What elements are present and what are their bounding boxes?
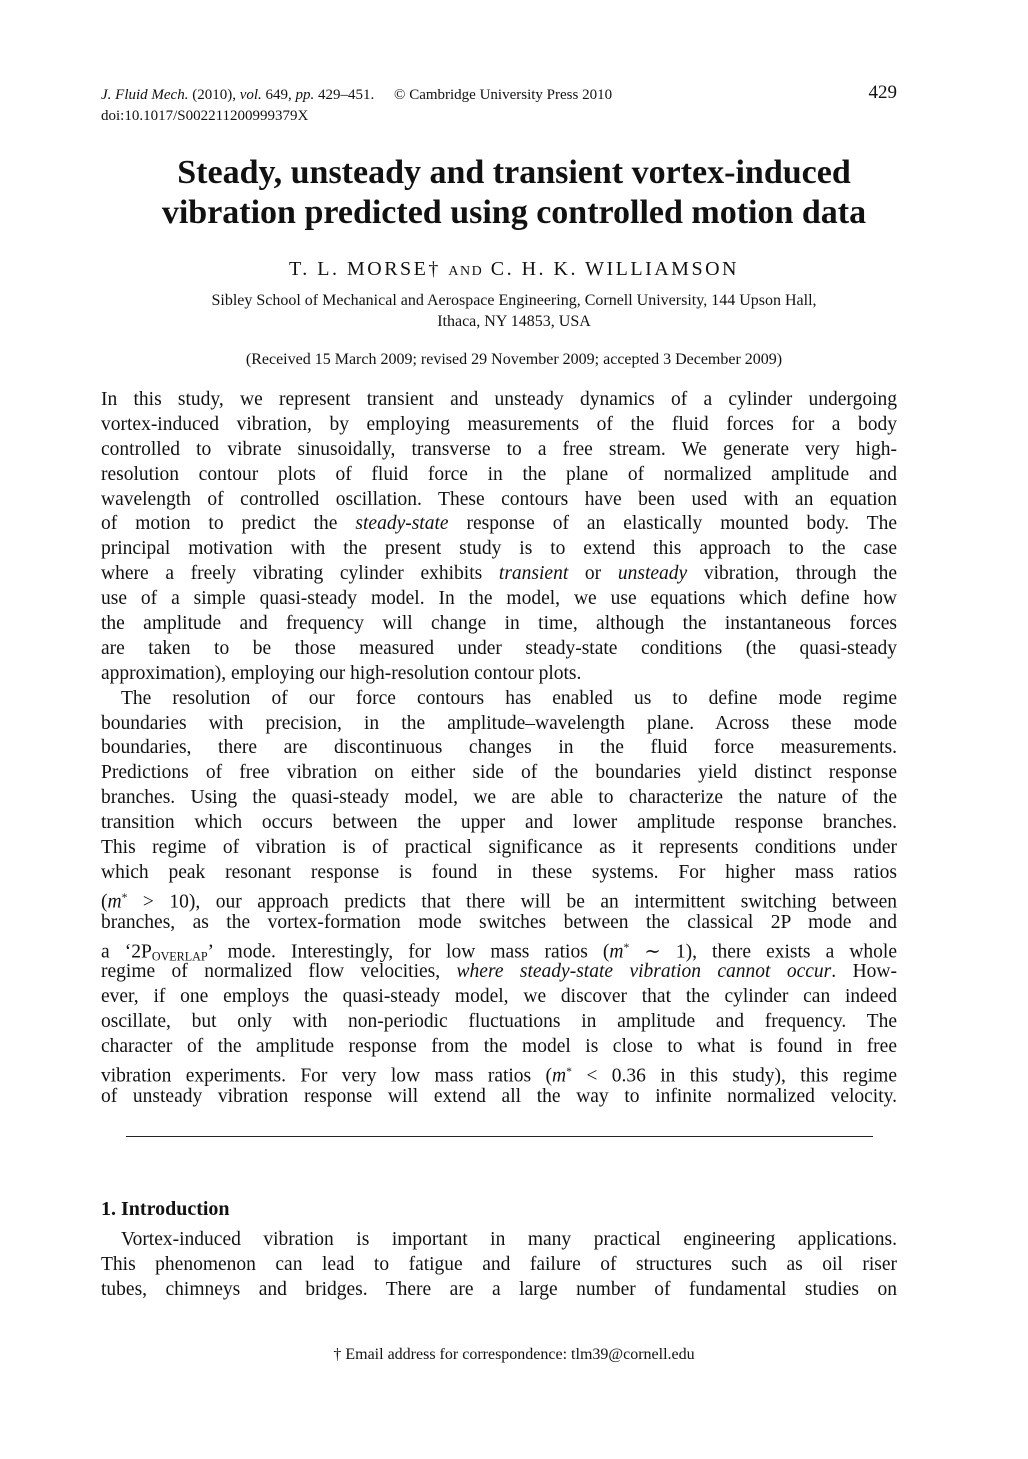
text-run: regime of normalized flow velocities, — [101, 961, 457, 983]
divider — [126, 1136, 873, 1137]
citation-text — [101, 87, 374, 103]
text-run: < 0.36 in this study), this regime — [571, 1065, 897, 1087]
abstract-line — [101, 836, 897, 861]
text-run: which peak resonant response is found in these systems. For higher mass ratios — [101, 861, 897, 883]
abstract-line — [101, 512, 897, 537]
author-name: T. L. MORSE† — [289, 258, 441, 280]
superscript: * — [121, 890, 128, 904]
abstract-line — [101, 861, 897, 886]
text-run: 429–451. — [314, 87, 375, 103]
copyright-notice: © Cambridge University Press 2010 — [394, 87, 613, 103]
text-run: In this study, we represent transient and unsteady dynamics of a cylinder undergoing — [101, 389, 897, 410]
abstract-line — [101, 463, 897, 488]
abstract-line — [101, 488, 897, 513]
abstract — [101, 388, 897, 1110]
paper-title — [0, 153, 1028, 233]
abstract-line — [101, 811, 897, 836]
text-run: character of the amplitude response from the model is close to what is found in free — [101, 1036, 897, 1058]
abstract-line — [101, 388, 897, 413]
text-run: This phenomenon can lead to fatigue and failure of structures such as oil riser — [101, 1253, 897, 1275]
text-run: vortex-induced vibration, by employing measurements of the fluid forces for a body — [101, 413, 897, 435]
title-line: vibration predicted using controlled motion data — [161, 194, 867, 231]
footnote: † Email address for correspondence: tlm39@cornell.edu — [333, 1346, 695, 1363]
text-run: branches, as the vortex-formation mode switches between the classical 2P mode and — [101, 911, 897, 933]
text-run: > 10), our approach predicts that there will be an intermittent switching between — [127, 891, 897, 913]
text-run: Predictions of free vibration on either side of the boundaries yield distinct response — [101, 762, 897, 784]
italic-text: steady-state — [355, 513, 449, 535]
abstract-line — [101, 936, 897, 964]
text-run: approximation), employing our high-resolution contour plots. — [101, 662, 582, 684]
text-run: oscillate, but only with non-periodic fluctuations in amplitude and frequency. The — [101, 1011, 897, 1033]
abstract-line — [101, 985, 897, 1010]
text-run: transition which occurs between the upper and lower amplitude response branches. — [101, 812, 897, 834]
subscript: OVERLAP — [151, 949, 208, 964]
text-run: the amplitude and frequency will change in time, although the instantaneous forces — [101, 613, 897, 635]
text-run: are taken to be those measured under steady-state conditions (the quasi-steady — [101, 637, 897, 659]
text-run: or — [568, 563, 618, 585]
abstract-line — [101, 587, 897, 612]
superscript: * — [623, 940, 630, 954]
text-run: of motion to predict the — [101, 513, 356, 535]
author-name: C. H. K. WILLIAMSON — [490, 258, 739, 280]
text-run: ( — [101, 891, 108, 913]
text-run: tubes, chimneys and bridges. There are a large number of fundamental studies on — [101, 1278, 897, 1300]
italic-text: transient — [498, 563, 569, 585]
abstract-line — [101, 1060, 897, 1085]
abstract-line — [101, 687, 897, 712]
italic-text: unsteady — [617, 563, 688, 585]
abstract-line — [101, 886, 897, 911]
text-run: vibration experiments. For very low mass ratios ( — [101, 1065, 553, 1087]
journal-citation — [101, 86, 612, 104]
abstract-line — [101, 612, 897, 637]
text-run: ever, if one employs the quasi-steady model, we discover that the cylinder can indeed — [101, 986, 897, 1008]
text-run: ’ mode. Interestingly, for low mass ratios ( — [207, 941, 610, 963]
text-run: . How- — [831, 961, 897, 983]
abstract-line — [101, 786, 897, 811]
italic-text: vol. — [239, 87, 262, 103]
abstract-line — [101, 537, 897, 562]
text-run: wavelength of controlled oscillation. These contours have been used with an equation — [101, 488, 897, 510]
text-run: boundaries with precision, in the amplitude–wavelength plane. Across these mode — [101, 712, 897, 734]
text-run: ∼ 1), there exists a whole — [629, 941, 897, 963]
text-run: vibration, through the — [687, 563, 898, 585]
abstract-line — [101, 1010, 897, 1035]
abstract-line — [101, 911, 897, 936]
text-run: The resolution of our force contours has enabled us to define mode regime — [121, 687, 897, 709]
abstract-line — [101, 1035, 897, 1060]
title-line: Steady, unsteady and transient vortex-induced — [177, 154, 851, 191]
text-run: a ‘2P — [101, 941, 152, 963]
paragraph-line — [101, 1228, 897, 1253]
text-run: use of a simple quasi-steady model. In the model, we use equations which define how — [101, 588, 897, 610]
text-run: This regime of vibration is of practical significance as it represents conditions under — [101, 837, 897, 859]
affiliation — [0, 290, 1028, 332]
received-dates: (Received 15 March 2009; revised 29 November 2009; accepted 3 December 2009) — [245, 351, 783, 368]
italic-text: J. Fluid Mech. — [101, 87, 189, 103]
text-run: principal motivation with the present study is to extend this approach to the case — [101, 538, 897, 560]
superscript: * — [566, 1065, 572, 1079]
text-run: controlled to vibrate sinusoidally, transverse to a free stream. We generate very high- — [101, 438, 897, 460]
italic-text: m — [552, 1065, 567, 1087]
abstract-line — [101, 662, 897, 687]
abstract-line — [101, 562, 897, 587]
text-run: (2010), — [188, 87, 240, 103]
text-run: boundaries, there are discontinuous changes in the fluid force measurements. — [101, 737, 897, 759]
text-run: branches. Using the quasi-steady model, we are able to characterize the nature of the — [101, 787, 897, 809]
italic-text: m — [609, 941, 624, 963]
italic-text: pp. — [295, 87, 315, 103]
text-run: response of an elastically mounted body. The — [448, 513, 897, 535]
abstract-line — [101, 736, 897, 761]
text-run: resolution contour plots of fluid force in the plane of normalized amplitude and — [101, 463, 897, 485]
abstract-line — [101, 712, 897, 737]
introduction-text — [101, 1228, 897, 1303]
italic-text: m — [107, 891, 122, 913]
abstract-line — [101, 761, 897, 786]
affiliation-line: Sibley School of Mechanical and Aerospace Engineering, Cornell University, 144 Upson Hall, — [211, 292, 817, 309]
page-number: 429 — [868, 82, 897, 103]
doi: doi:10.1017/S002211200999379X — [101, 108, 309, 124]
text-run: 649, — [261, 87, 296, 103]
authors — [0, 258, 1028, 281]
paragraph-line — [101, 1253, 897, 1278]
abstract-line — [101, 438, 897, 463]
text-run: of unsteady vibration response will extend all the way to infinite normalized velocity. — [101, 1085, 897, 1107]
author-conjunction: AND — [448, 264, 484, 279]
italic-text: where steady-state vibration cannot occur — [456, 961, 832, 983]
text-run: Vortex-induced vibration is important in many practical engineering applications. — [121, 1229, 897, 1250]
paragraph-line — [101, 1278, 897, 1303]
abstract-line — [101, 413, 897, 438]
section-heading: 1. Introduction — [101, 1198, 230, 1220]
abstract-line — [101, 637, 897, 662]
abstract-line — [101, 1085, 897, 1110]
affiliation-line: Ithaca, NY 14853, USA — [437, 313, 591, 330]
abstract-line — [101, 960, 897, 985]
text-run: where a freely vibrating cylinder exhibits — [101, 563, 499, 585]
